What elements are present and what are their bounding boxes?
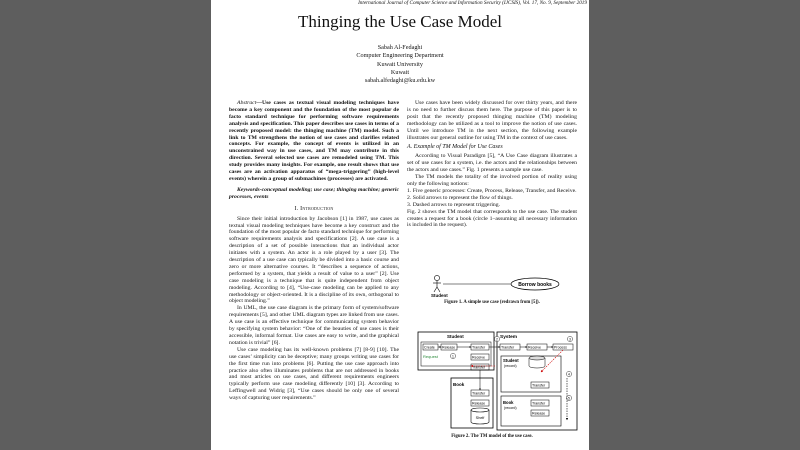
abstract: Abstract—Use cases as textual visual modeling techniques have become a key component and the foundation of the most popular de facto standard technique for performing software requirements analysis and specification. This paper describes use cases in terms of a recently proposed model: the thinging machine (TM) model. Such a link to TM strengthens the notion of use cases and clarifies related concepts. For example, the concept of events is utilized in an unconstrained way in use cases, and TM may contribute in this direction. Several selected use cases are remodeled using TM. This study provides many insights. For example, one result shows that use cases are an activation apparatus of “mega-triggering” (high-level events) wherein a group of submachines (processes) are activated.	[229, 100, 399, 182]
list-item: 1. Five generic processes: Create, Process, Release, Transfer, and Receive.	[407, 187, 577, 194]
transfer-label: Transfer	[472, 345, 486, 350]
usecase-label: Borrow books	[518, 282, 552, 288]
abstract-text: Use cases as textual visual modeling techniques have become a key component and the foundation of the most popular de facto standard technique for performing software requirements analysis and specification. This paper describes use cases in terms of a recently proposed model: the thinging machine (TM) model. Such a link to TM strengthens the notion of use cases and clarifies related concepts. For example, the concept of events is utilized in an unconstrained way in use cases, and TM may contribute in this direction. Several selected use cases are remodeled using TM. This study provides many insights. For example, one result shows that use cases are an activation apparatus of “mega-triggering” (high-level events) wherein a group of submachines (processes) are activated.	[229, 100, 399, 182]
actor-head	[434, 275, 439, 280]
paragraph: Fig. 2 shows the TM model that corresponds to the use case. The student creates a request for a book (circle 1–assuming all necessary information is included in the request).	[407, 208, 577, 229]
step-4-label: 4	[568, 372, 570, 377]
transfer-label: Transfer	[501, 345, 515, 350]
release-label: Release	[442, 345, 456, 350]
figure-1-caption: Figure 1. A simple use case (redrawn from [5]).	[444, 300, 540, 305]
author-name: Sabah Al-Fedaghi	[377, 44, 423, 51]
author-university: Kuwait University	[377, 60, 423, 68]
transfer-label: Transfer	[532, 383, 546, 388]
right-column	[407, 100, 577, 229]
paragraph: According to Visual Paradigm [5], “A Use Case diagram illustrates a set of use cases for a system, i.e. the actors and the relationships between the actors and use cases.” Fig. 1 presents a sample use case.	[407, 153, 577, 174]
step-5-label: 5	[568, 396, 570, 401]
step-3-label: 3	[569, 337, 571, 342]
system-label: System	[500, 335, 518, 340]
actor-leg-right	[437, 287, 440, 292]
author-dept: Computer Engineering Department	[356, 52, 444, 60]
paragraph: Use case modeling has its well-known problems [7] [8-9] [10]. The use cases’ simplicity can be deceptive; many groups writing use cases for the first time run into problems [6]. Putting the use case approach into practice also often illuminates problems that are not addressed in books and most articles on use cases, and different requirements engineers typically perform use case modeling differently [10] [3]. According to Leffingwell and Widrig [3], “Use cases should be only one of several ways of capturing user requirements.”	[229, 346, 399, 402]
shelf-cylinder-top	[471, 408, 489, 412]
student-record-label: Student	[503, 358, 519, 363]
step-1-label: 1	[452, 354, 454, 359]
figure-2-diagram	[417, 328, 579, 432]
request-label: Request	[423, 354, 438, 359]
transfer-label: Transfer	[472, 365, 486, 370]
section-heading: I. Introduction	[294, 205, 334, 212]
trigger-arrow	[541, 350, 563, 372]
student-record-sub: (record)	[504, 364, 517, 368]
paragraph: Use cases have been widely discussed for over thirty years, and there is no need to further discuss them here. The purpose of this paper is to posit that the recently proposed thinging machine (TM) modeling methodology can be utilized as a tool to improve the notion of use cases. Until we introduce TM in the next section, the following example illustrates our general outline for using TM in the context of use cases.	[407, 100, 577, 141]
left-column	[229, 100, 399, 402]
actor-label: Student	[431, 293, 448, 298]
journal-header: International Journal of Computer Science and Information Security (IJCSIS), Vol. 17, No. 9, September 2019	[358, 0, 587, 6]
paragraph: In UML, the use case diagram is the primary form of system/software requirements [5], and other UML diagram types are linked from use cases. A use case is an effective technique for communicating system behavior by specifying system behavior: “One of the beauties of use cases is their accessible, informal format. Use cases are easy to write, and the graphical notation is trivial” [6].	[229, 305, 399, 346]
author-block	[211, 44, 589, 85]
shelf-label: Shelf	[475, 416, 485, 420]
subsection-heading: A. Example of TM Model for Use Cases	[407, 144, 503, 151]
list-item: 3. Dashed arrows to represent triggering.	[407, 201, 501, 208]
receive-label: Receive	[472, 355, 485, 360]
paragraph: Since their initial introduction by Jacobson [1] in 1987, use cases as textual visual modeling techniques have become a key construct and the foundation of the most popular de facto standard technique for performing software requirements analysis and specifications [2]. A use case is a description of a set of possible interactions that an individual actor initiates with a system. An actor is a role played by a user [3]. The description of a use case can typically be divided into a basic course and zero or more alternative courses. It “describes a sequence of actions, performed by a system, that yields a result of value to a user” [2]. Use case modeling is a technique that is quite independent from object modeling. According to [4], “Use-case modeling can be applied to any methodology or object-oriented. It is a discipline of its own, orthogonal to object modeling.”	[229, 215, 399, 305]
keywords: Keywords-conceptual modeling; use case; thinging machine; generic processes, events	[229, 186, 399, 200]
abstract-label: Abstract	[237, 100, 257, 106]
create-label: Create	[424, 345, 435, 350]
book-record-sub: (record)	[504, 406, 517, 410]
list-item: 2. Solid arrows to represent the flow of things.	[407, 194, 513, 201]
step-2-label: 2	[496, 337, 498, 342]
book-record-label: Book	[503, 400, 514, 405]
actor-leg-left	[434, 287, 437, 292]
paragraph: The TM models the totality of the involved portion of reality using only the following notions:	[407, 174, 577, 187]
figure-1-diagram	[407, 272, 577, 318]
record-cylinder-top	[529, 356, 545, 360]
transfer-label: Transfer	[472, 391, 486, 396]
release-label: Release	[472, 401, 486, 406]
paper-title: Thinging the Use Case Model	[298, 12, 502, 31]
figure-2-caption: Figure 2. The TM model of the use case.	[451, 434, 533, 439]
student-label: Student	[447, 334, 464, 339]
book-label: Book	[453, 382, 465, 387]
author-email: sabah.alfedaghi@ku.edu.kw	[364, 77, 436, 85]
paper-page	[211, 0, 589, 450]
receive-label: Receive	[528, 345, 541, 350]
transfer-label: Transfer	[532, 401, 546, 406]
process-label: Process	[554, 345, 567, 350]
author-country: Kuwait	[390, 68, 410, 76]
release-label: Release	[532, 411, 546, 416]
